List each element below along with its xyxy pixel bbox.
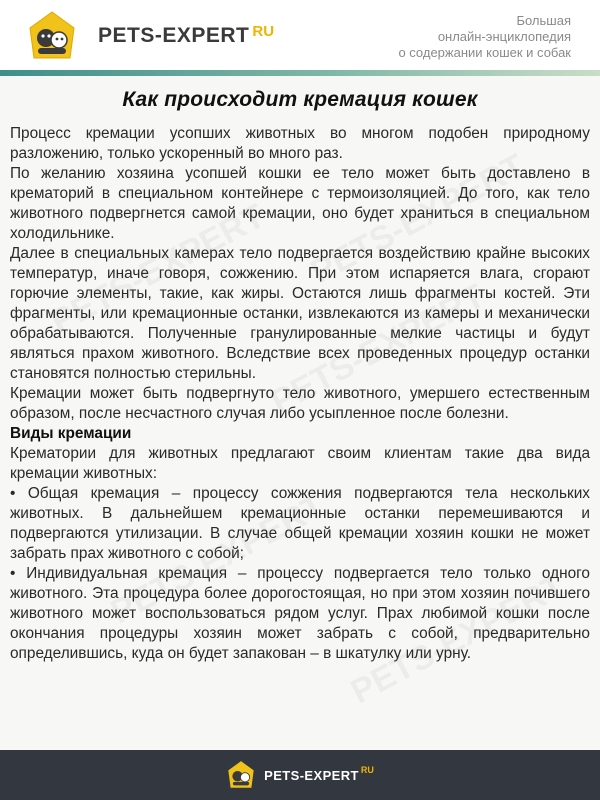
article-paragraph: По желанию хозяина усопшей кошки ее тело может быть доставлено в крематорий в специальном контейнере с термоизоляцией. До того, как тело животного подвергнется самой кремации, оно будет храниться в специальном холодильнике.: [10, 165, 590, 242]
footer-logo-suffix: RU: [360, 765, 374, 775]
list-item: • Индивидуальная кремация – процессу подвергается тело только одного животного. Эта процедура более дорогостоящая, но при этом хозяин почившего животного может воспользоваться рядом услуг. Прах любимой кошки после окончания процедуры хозяин может забрать с собой, предварительно определившись, куда он будет запакован – в шкатулку или урну.: [10, 565, 590, 662]
article-paragraph: Кремации может быть подвергнуто тело животного, умершего естественным образом, после несчастного случая либо усыпленное после болезни.: [10, 385, 590, 422]
footer-logo-text: PETS-EXPERT: [264, 767, 359, 783]
footer-logo-link[interactable]: [226, 760, 374, 790]
pets-logo-icon: [226, 760, 256, 790]
header-divider: [0, 70, 600, 76]
site-header: [0, 0, 600, 70]
site-tagline: [398, 13, 571, 61]
tagline-line: о содержании кошек и собак: [398, 45, 571, 60]
article-paragraph: Процесс кремации усопших животных во многом подобен природному разложению, только ускоренный во много раз.: [10, 125, 590, 162]
site-logo-link[interactable]: [26, 10, 274, 62]
article: [10, 86, 590, 664]
article-paragraph: Крематории для животных предлагают своим клиентам такие два вида кремации животных:: [10, 445, 590, 482]
pets-logo-icon: [26, 10, 78, 62]
article-title: Как происходит кремация кошек: [122, 88, 478, 111]
tagline-line: онлайн-энциклопедия: [437, 29, 571, 44]
site-footer: [0, 750, 600, 800]
article-paragraph: Далее в специальных камерах тело подвергается воздействию крайне высоких температур, иначе говоря, сожжению. При этом испаряется влага, сгорают горючие элементы, такие, как жиры. Остаются лишь фрагменты костей. Эти фрагменты, или кремационные останки, извлекаются из камеры и механически обрабатываются. Полученные гранулированные мелкие частицы и будут являться прахом животного. Вследствие всех проведенных процедур останки становятся полностью стерильны.: [10, 245, 590, 382]
section-heading: Виды кремации: [10, 425, 132, 442]
logo-text: PETS-EXPERT: [98, 24, 250, 47]
list-item: • Общая кремация – процессу сожжения подвергаются тела нескольких животных. В дальнейшем кремационные останки перемешиваются и подвергаются утилизации. В случае общей кремации хозяин кошки не может забрать прах животного с собой;: [10, 485, 590, 562]
logo-suffix: RU: [252, 22, 275, 40]
tagline-line: Большая: [516, 13, 571, 28]
